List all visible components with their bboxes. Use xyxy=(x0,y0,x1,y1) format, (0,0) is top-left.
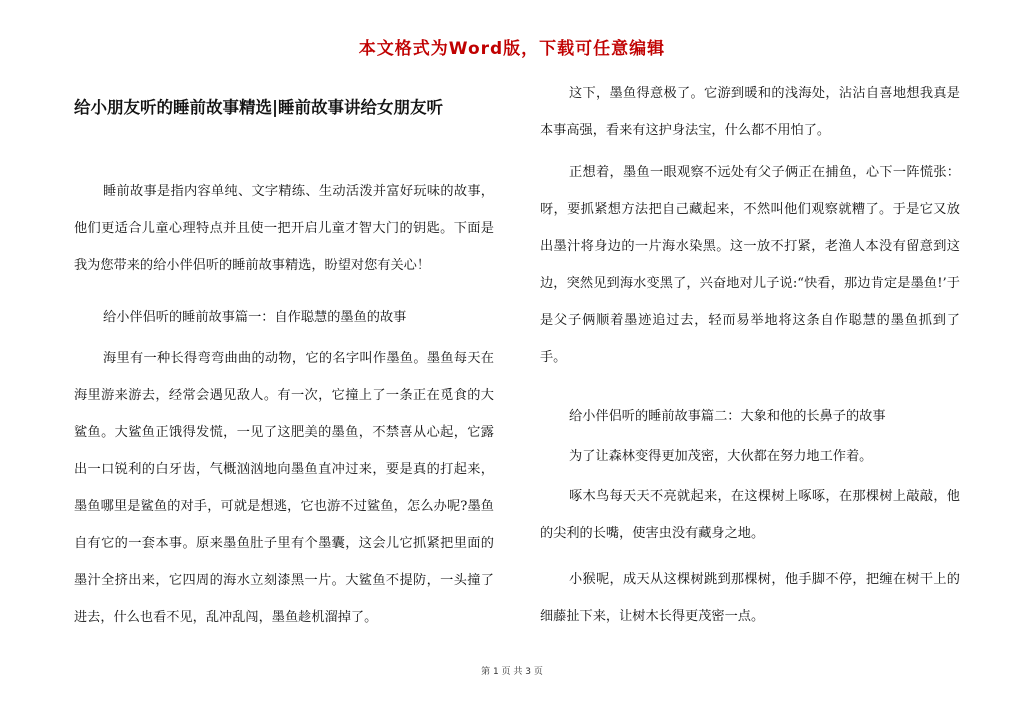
right-paragraph-4: 啄木鸟每天天不亮就起来，在这棵树上啄啄，在那棵树上敲敲，他的尖利的长嘴，使害虫没有藏身之地。 xyxy=(540,489,960,541)
page-number-footer: 第 1 页 共 3 页 xyxy=(481,667,543,677)
intro-paragraph: 睡前故事是指内容单纯、文字精练、生动活泼并富好玩味的故事，他们更适合儿童心理特点并且使一把开启儿童才智大门的钥匙。下面是我为您带来的给小伴侣听的睡前故事精选，盼望对您有关心！ xyxy=(74,184,494,273)
story2-heading: 给小伴侣听的睡前故事篇二：大象和他的长鼻子的故事 xyxy=(569,409,886,424)
right-paragraph-1: 这下，墨鱼得意极了。它游到暖和的浅海处，沾沾自喜地想我真是本事高强，看来有这护身法宝，什么都不用怕了。 xyxy=(540,86,960,138)
right-paragraph-5: 小猴呢，成天从这棵树跳到那棵树，他手脚不停，把缠在树干上的细藤扯下来，让树木长得更茂密一点。 xyxy=(540,572,960,624)
story1-heading: 给小伴侣听的睡前故事篇一：自作聪慧的墨鱼的故事 xyxy=(103,310,407,325)
right-paragraph-3: 为了让森林变得更加茂密，大伙都在努力地工作着。 xyxy=(569,449,873,464)
story1-paragraph: 海里有一种长得弯弯曲曲的动物，它的名字叫作墨鱼。墨鱼每天在海里游来游去，经常会遇见敌人。有一次，它撞上了一条正在觅食的大鲨鱼。大鲨鱼正饿得发慌，一见了这肥美的墨鱼，不禁喜从心起，它露出一口锐利的白牙齿，气概汹汹地向墨鱼直冲过来，要是真的打起来，墨鱼哪里是鲨鱼的对手，可就是想逃，它也游不过鲨鱼，怎么办呢?墨鱼自有它的一套本事。原来墨鱼肚子里有个墨囊，这会儿它抓紧把里面的墨汁全挤出来，它四周的海水立刻漆黑一片。大鲨鱼不提防，一头撞了进去，什么也看不见，乱冲乱闯，墨鱼趁机溜掉了。 xyxy=(74,351,494,625)
right-paragraph-2: 正想着，墨鱼一眼观察不远处有父子俩正在捕鱼，心下一阵慌张：呀，要抓紧想方法把自己藏起来，不然叫他们观察就糟了。于是它又放出墨汁将身边的一片海水染黑。这一放不打紧，老渔人本没有留意到这边，突然见到海水变黑了，兴奋地对儿子说:“快看，那边肯定是墨鱼!’于是父子俩顺着墨迹追过去，轻而易举地将这条自作聪慧的墨鱼抓到了手。 xyxy=(540,165,960,365)
word-format-banner: 本文格式为Word版，下载可任意编辑 xyxy=(358,39,666,59)
document-title: 给小朋友听的睡前故事精选|睡前故事讲给女朋友听 xyxy=(74,98,444,117)
